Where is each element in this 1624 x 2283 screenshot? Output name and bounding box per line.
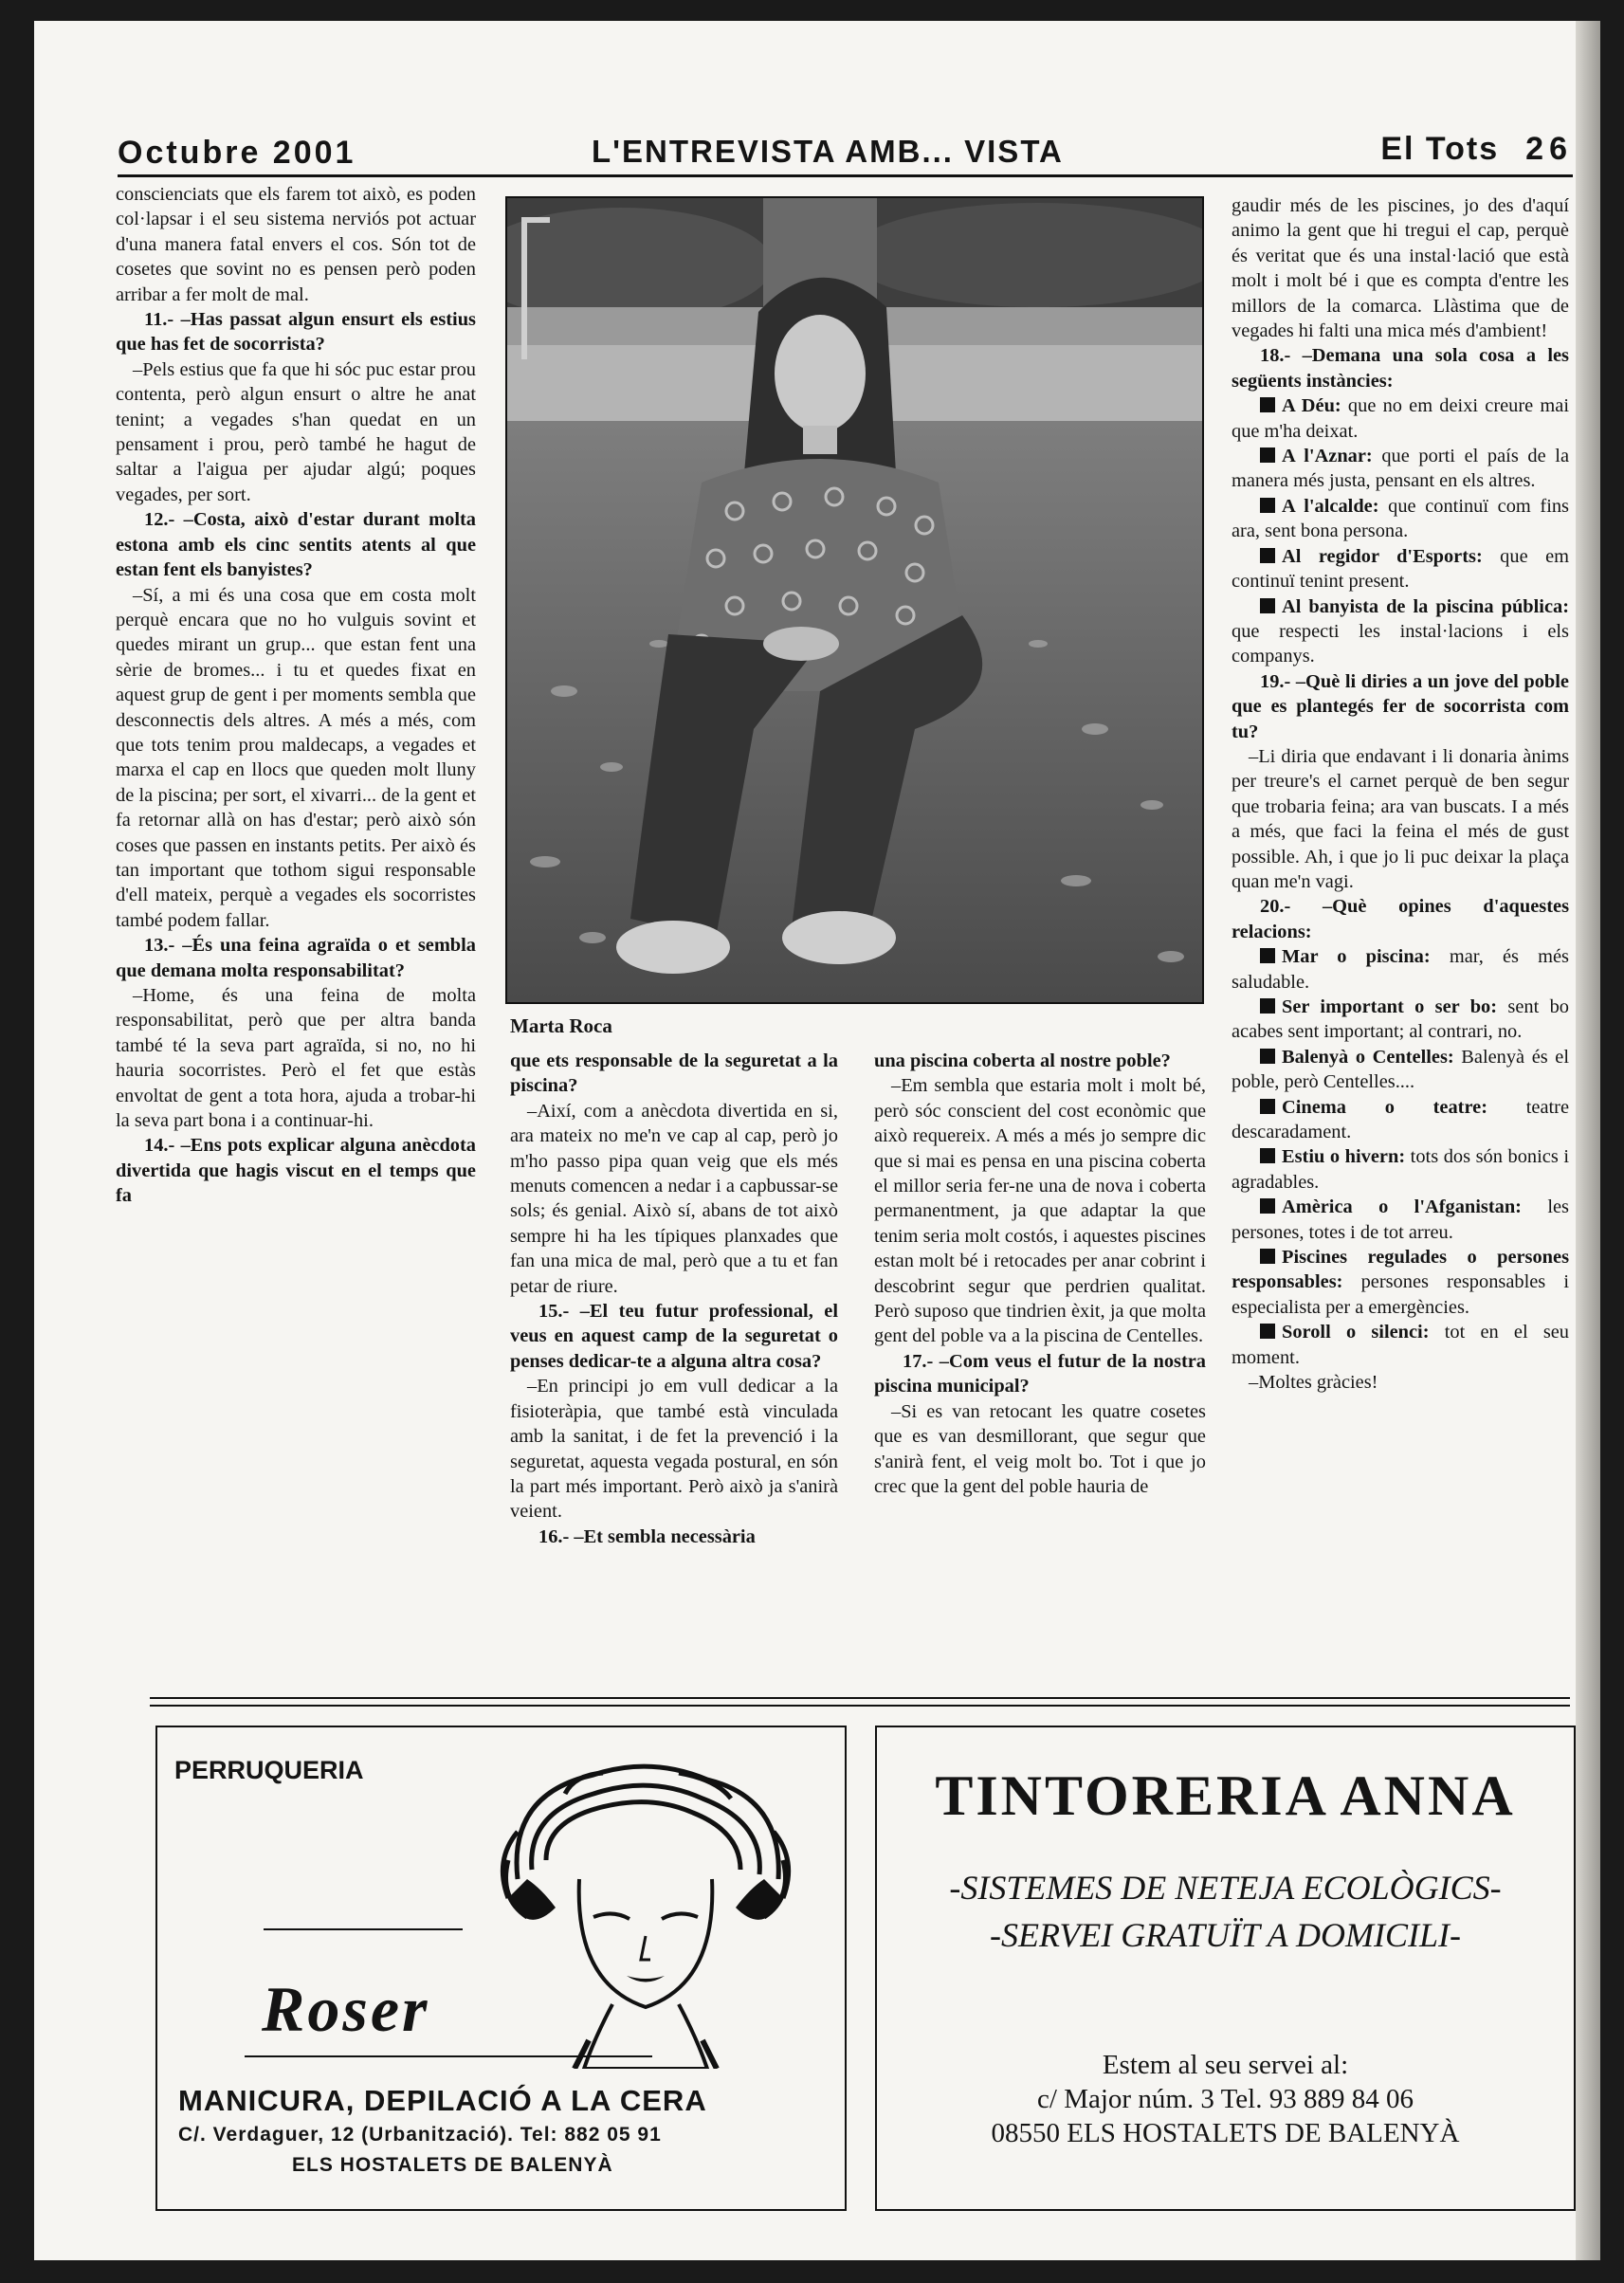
list-item-label: Al banyista de la piscina pública: <box>1282 595 1569 617</box>
list-item-text: teatre descaradament. <box>1232 1096 1569 1143</box>
list-item-label: A l'Aznar: <box>1282 446 1373 467</box>
ad-tintoreria-contact-1: Estem al seu servei al: <box>1102 2050 1349 2080</box>
interview-answer: –Em sembla que estaria molt i molt bé, però sóc conscient del cost econòmic que això requereix. A més a més jo sempre dic que si mai es pensa en una piscina coberta el millor seria fer-ne una de nova i coberta permanentment, ja que adaptar la que tenim seria molt costós, i aquestes piscines estan molt bé i retocades per anar cobrint i descobrint segur que perdrien qualitat. Però suposo que tindrien èxit, ja que molta gent del poble va a la piscina de Centelles. <box>874 1075 1206 1347</box>
list-item-label: Amèrica o l'Afganistan: <box>1282 1196 1522 1218</box>
page-header <box>118 120 1573 177</box>
article-column-3 <box>874 1049 1206 1499</box>
list-item-label: A Déu: <box>1282 395 1341 417</box>
list-item-label: A l'alcalde: <box>1282 495 1379 517</box>
ads-separator-bottom <box>150 1705 1570 1707</box>
interview-question-continued: que ets responsable de la seguretat a la piscina? <box>510 1050 838 1097</box>
interview-question: 18.- –Demana una sola cosa a les següents instàncies: <box>1232 345 1569 392</box>
list-item <box>1232 393 1569 444</box>
list-item <box>1232 544 1569 594</box>
square-bullet-icon <box>1260 1148 1275 1163</box>
list-item-text: que em continuï tenint present. <box>1232 545 1569 593</box>
ad-logo-bottom-rule <box>245 2055 652 2057</box>
interview-answer: –Home, és una feina de molta responsabilitat, però que per altra banda també té la seva part agraïda, si no, no hi hauria socorristes. Però el fet que estàs envoltat de gent a tota hora, ajuda a trobar-hi la seva part bona i a continuar-hi. <box>116 985 476 1132</box>
list-item-text: que porti el país de la manera més justa, pensant en els altres. <box>1232 446 1569 492</box>
ad-perruqueria-town: ELS HOSTALETS DE BALENYÀ <box>292 2154 613 2176</box>
interview-question-continued: una piscina coberta al nostre poble? <box>874 1050 1171 1071</box>
article-column-4 <box>1232 193 1569 1396</box>
list-item <box>1232 944 1569 995</box>
list-item-label: Soroll o silenci: <box>1282 1322 1430 1343</box>
ad-tintoreria-anna <box>875 1726 1576 2211</box>
woman-face-illustration <box>489 1756 802 2069</box>
list-item <box>1232 1095 1569 1145</box>
list-item-text: tots dos són bonics i agradables. <box>1232 1146 1569 1193</box>
ad-perruqueria-logo: Roser <box>262 1973 430 2045</box>
list-item <box>1232 995 1569 1045</box>
list-item-label: Ser important o ser bo: <box>1282 996 1498 1017</box>
list-item-text: que no em deixi creure mai que m'ha deixat. <box>1232 395 1569 442</box>
ad-tintoreria-slogan-1: -SISTEMES DE NETEJA ECOLÒGICS- <box>949 1869 1502 1907</box>
paragraph-continued: gaudir més de les piscines, jo des d'aquí animo la gent que hi tregui el cap, perquè és veritat que és una instal·lació que està molt i molt bé i que es compta d'entre les millors de la comarca. Llàstima que de vegades hi falti una mica més d'ambient! <box>1232 195 1569 342</box>
ad-tintoreria-contact-3: 08550 ELS HOSTALETS DE BALENYÀ <box>991 2118 1460 2148</box>
square-bullet-icon <box>1260 397 1275 412</box>
ad-tintoreria-title: TINTORERIA ANNA <box>935 1764 1516 1827</box>
list-item-label: Mar o piscina: <box>1282 946 1431 968</box>
list-item-text: Balenyà és el poble, però Centelles.... <box>1232 1046 1569 1093</box>
ad-perruqueria-title: PERRUQUERIA <box>174 1756 364 1784</box>
square-bullet-icon <box>1260 1099 1275 1114</box>
square-bullet-icon <box>1260 998 1275 1014</box>
square-bullet-icon <box>1260 548 1275 563</box>
ad-perruqueria-address: C/. Verdaguer, 12 (Urbanització). Tel: 882 05 91 <box>178 2124 662 2146</box>
list-item-label: Estiu o hivern: <box>1282 1146 1406 1168</box>
list-item-text: que respecti les instal·lacions i els companys. <box>1232 620 1569 667</box>
ad-perruqueria-roser <box>155 1726 847 2211</box>
interview-question: 14.- –Ens pots explicar alguna anècdota divertida que hagis viscut en el temps que fa <box>116 1135 476 1207</box>
interview-question: 16.- –Et sembla necessària <box>538 1525 756 1547</box>
paragraph-continued: conscienciats que els farem tot això, es poden col·lapsar i el seu sistema nerviós pot actuar d'una manera fatal envers el cos. Són tot de cosetes que sovint no es pensen però poden arribar a fer molt de mal. <box>116 184 476 305</box>
publication-name: El Tots <box>1380 131 1500 167</box>
page-spine <box>1576 21 1600 2260</box>
square-bullet-icon <box>1260 948 1275 963</box>
ad-logo-top-rule <box>264 1928 463 1930</box>
header-section: L'ENTREVISTA AMB... VISTA <box>592 134 1064 169</box>
photo-caption: Marta Roca <box>510 1014 612 1037</box>
square-bullet-icon <box>1260 1249 1275 1264</box>
list-item <box>1232 1320 1569 1370</box>
list-item <box>1232 1144 1569 1195</box>
interview-answer: –Així, com a anècdota divertida en si, ara mateix no me'n ve cap al cap, però jo m'ho passo pipa quan veig que els més menuts comencen a nedar i a capbussar-se sols; és genial. Això sí, abans de tot això sempre hi ha les típiques planxades que fan una mica de mal, però que a tu et fan petar de riure. <box>510 1100 838 1297</box>
list-item <box>1232 1195 1569 1245</box>
page-number: 26 <box>1525 131 1573 167</box>
square-bullet-icon <box>1260 598 1275 613</box>
magazine-page <box>34 21 1600 2260</box>
list-item-text: tot en el seu moment. <box>1232 1322 1570 1368</box>
interview-answer: –Si es van retocant les quatre cosetes que es van desmillorant, que segur que s'anirà fent, el veig molt bo. Tot i que jo crec que la gent del poble hauria de <box>874 1400 1206 1497</box>
list-item-text: persones responsables i especialista per a emergències. <box>1232 1271 1569 1318</box>
list-item <box>1232 1245 1569 1320</box>
article-column-1 <box>116 182 476 1209</box>
list-item-text: mar, és més saludable. <box>1232 946 1569 993</box>
list-item-text: que continuï com fins ara, sent bona persona. <box>1232 495 1569 542</box>
list-item-label: Cinema o teatre: <box>1282 1096 1487 1118</box>
interviewee-photo <box>505 196 1204 1004</box>
square-bullet-icon <box>1260 498 1275 513</box>
square-bullet-icon <box>1260 1049 1275 1064</box>
list-item-label: Balenyà o Centelles: <box>1282 1046 1454 1068</box>
interview-question: 19.- –Què li diries a un jove del poble que es plantegés fer de socorrista com tu? <box>1232 670 1569 742</box>
interview-question: 11.- –Has passat algun ensurt els estius que has fet de socorrista? <box>116 309 476 356</box>
square-bullet-icon <box>1260 1324 1275 1339</box>
header-date: Octubre 2001 <box>118 135 356 171</box>
list-item <box>1232 444 1569 494</box>
list-item-text: sent bo acabes sent important; al contrari, no. <box>1232 996 1569 1043</box>
interview-question: 20.- –Què opines d'aquestes relacions: <box>1232 896 1569 942</box>
interview-answer: –Pels estius que fa que hi sóc puc estar prou contenta, però algun ensurt o altre he anat tenint; a vegades s'han quedat en un pensament i prou, però també he hagut de saltar a l'aigua per ajudar algú; poques vegades, per sort. <box>116 358 476 505</box>
article-column-2 <box>510 1049 838 1549</box>
interview-answer: –En principi jo em vull dedicar a la fisioteràpia, que també està vinculada amb la sanitat, i de fet la prevenció i la seguretat, aquesta vegada postural, en són la part més important. Però això ja s'anirà veient. <box>510 1376 838 1523</box>
list-item-label: Al regidor d'Esports: <box>1282 545 1483 567</box>
interview-question: 17.- –Com veus el futur de la nostra piscina municipal? <box>874 1350 1206 1397</box>
interview-question: 13.- –És una feina agraïda o et sembla que demana molta responsabilitat? <box>116 935 476 981</box>
list-item <box>1232 594 1569 669</box>
ad-perruqueria-services: MANICURA, DEPILACIÓ A LA CERA <box>178 2084 707 2117</box>
interview-answer: –Moltes gràcies! <box>1249 1372 1378 1394</box>
interview-answer: –Sí, a mi és una cosa que em costa molt perquè encara que no ho vulguis sovint et quedes mirant un grup... que estan fent una sèrie de bromes... i tu et quedes fixat en aquest grup de gent i per moments sembla que desconnectis dels altres. A més a més, com que tots tenim prou maldecaps, a vegades et marxa el cap en llocs que queden molt lluny de la piscina; per sort, el xivarri... de la gent et fa retornar allà on has d'estar; però això són coses que passen en instants petits. Per això és tan important que tothom sigui responsable d'ell mateix, perquè a vegades els socorristes també podem fallar. <box>116 584 476 931</box>
list-item <box>1232 1045 1569 1095</box>
square-bullet-icon <box>1260 1198 1275 1214</box>
list-item-label: Piscines regulades o persones responsables: <box>1232 1247 1569 1293</box>
list-item <box>1232 494 1569 544</box>
ads-separator-top <box>150 1697 1570 1699</box>
header-publication <box>1380 131 1573 168</box>
interview-question: 12.- –Costa, això d'estar durant molta estona amb els cinc sentits atents al que estan fent els banyistes? <box>116 509 476 581</box>
interview-question: 15.- –El teu futur professional, el veus en aquest camp de la seguretat o penses dedicar-te a alguna altra cosa? <box>510 1301 838 1372</box>
square-bullet-icon <box>1260 447 1275 463</box>
header-rule <box>118 174 1573 177</box>
list-item-text: les persones, totes i de tot arreu. <box>1232 1196 1569 1243</box>
ad-tintoreria-contact-2: c/ Major núm. 3 Tel. 93 889 84 06 <box>1037 2084 1414 2114</box>
interview-answer: –Li diria que endavant i li donaria ànims per treure's el carnet perquè de ben segur que trobaria feina; ara van buscats. I a més a més, que faci la feina el més de gust possible. Ah, i que jo li puc deixar la plaça quan me'n vagi. <box>1232 745 1569 892</box>
ad-tintoreria-slogan-2: -SERVEI GRATUÏT A DOMICILI- <box>990 1916 1461 1954</box>
